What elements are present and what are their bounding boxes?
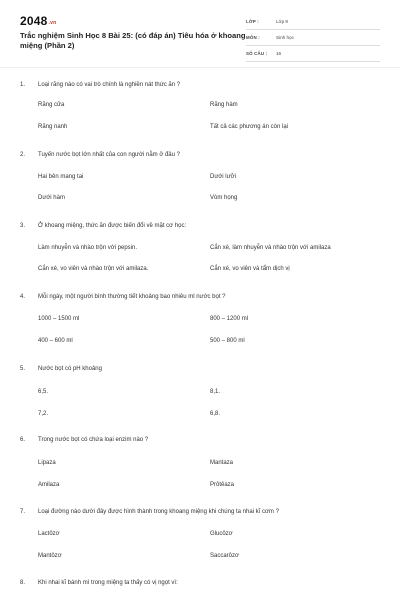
answer-option[interactable]: Glucôzơ	[210, 531, 233, 537]
answer-option[interactable]: Lactôzơ	[38, 531, 60, 537]
answer-option[interactable]: 6,5.	[38, 389, 49, 395]
answer-option[interactable]: Răng hàm	[210, 102, 238, 108]
question-item	[20, 152, 380, 201]
question-number: 8.	[20, 580, 26, 586]
question-text: Loại đường nào dưới đây được hình thành trong khoang miệng khi chúng ta nhai kĩ cơm ?	[38, 509, 279, 515]
question-number: 5.	[20, 366, 26, 372]
answer-option[interactable]: Hai bên mang tai	[38, 174, 84, 180]
question-number: 7.	[20, 509, 26, 515]
question-text: Mỗi ngày, một người bình thường tiết khoảng bao nhiêu ml nước bọt ?	[38, 294, 226, 300]
question-number: 2.	[20, 152, 26, 158]
answer-option[interactable]: Dưới lưỡi	[210, 174, 236, 180]
meta-key: LỚP :	[246, 19, 259, 24]
answer-option[interactable]: Làm nhuyễn và nhào trộn với pepsin.	[38, 245, 137, 251]
meta-value: Lớp 8	[276, 19, 288, 24]
answer-option[interactable]: Prôtêaza	[210, 482, 235, 488]
question-item	[20, 82, 380, 130]
question-item	[20, 437, 380, 488]
site-logo[interactable]	[20, 14, 56, 28]
header-divider	[0, 67, 400, 68]
answer-option[interactable]: Cắn xé, làm nhuyễn và nhào trộn với amilaza	[210, 245, 331, 251]
question-text: Loại răng nào có vai trò chính là nghiền nát thức ăn ?	[38, 82, 181, 88]
answer-option[interactable]: Dưới hàm	[38, 195, 65, 201]
answer-option[interactable]: 500 – 800 ml	[210, 338, 245, 344]
answer-option[interactable]: Saccarôzơ	[210, 553, 239, 559]
question-text: Khi nhai kĩ bánh mì trong miệng ta thấy có vị ngọt vì:	[38, 580, 178, 586]
answer-option[interactable]: Mantôzơ	[38, 553, 62, 559]
meta-value: Sinh học	[276, 35, 294, 40]
answer-option[interactable]: Tất cả các phương án còn lại	[210, 124, 288, 130]
question-text: Trong nước bọt có chứa loại enzim nào ?	[38, 437, 149, 443]
question-number: 6.	[20, 437, 26, 443]
answer-option[interactable]: Mantaza	[210, 460, 234, 466]
meta-row-count	[246, 46, 380, 62]
answer-option[interactable]: Cắn xé, vo viên và nhào trộn với amilaza.	[38, 266, 149, 272]
answer-option[interactable]: 6,8.	[210, 411, 221, 417]
answer-option[interactable]: 8,1.	[210, 389, 221, 395]
logo-brand: 2048	[20, 14, 48, 28]
question-number: 3.	[20, 223, 26, 229]
meta-key: SỐ CÂU :	[246, 51, 268, 56]
answer-option[interactable]: 7,2.	[38, 411, 49, 417]
meta-info	[246, 14, 380, 62]
meta-key: MÔN :	[246, 35, 260, 40]
question-item	[20, 580, 380, 586]
meta-value: 16	[276, 51, 282, 56]
question-item	[20, 223, 380, 272]
question-item	[20, 509, 380, 559]
question-number: 1.	[20, 82, 26, 88]
logo-suffix: .vn	[48, 20, 57, 26]
answer-option[interactable]: Răng cửa	[38, 102, 65, 108]
question-number: 4.	[20, 294, 26, 300]
answer-option[interactable]: 800 – 1200 ml	[210, 316, 249, 322]
question-text: Tuyến nước bọt lớn nhất của con người nằm ở đâu ?	[38, 152, 180, 158]
question-item	[20, 366, 380, 417]
answer-option[interactable]: Amilaza	[38, 482, 60, 488]
question-text: Nước bọt có pH khoảng	[38, 366, 102, 372]
answer-option[interactable]: Cắn xé, vo viên và tẩm dịch vị	[210, 266, 290, 272]
header	[20, 14, 380, 62]
answer-option[interactable]: 1000 – 1500 ml	[38, 316, 80, 322]
answer-option[interactable]: 400 – 600 ml	[38, 338, 73, 344]
answer-option[interactable]: Lipaza	[38, 460, 56, 466]
meta-row-subject	[246, 30, 380, 46]
answer-option[interactable]: Răng nanh	[38, 124, 68, 130]
question-item	[20, 294, 380, 344]
page-title: Trắc nghiệm Sinh Học 8 Bài 25: (có đáp án) Tiêu hóa ở khoang miệng (Phần 2)	[20, 31, 246, 50]
meta-row-class	[246, 14, 380, 30]
question-text: Ở khoang miệng, thức ăn được biến đổi về mặt cơ học:	[38, 223, 187, 229]
answer-option[interactable]: Vòm họng	[210, 195, 238, 201]
